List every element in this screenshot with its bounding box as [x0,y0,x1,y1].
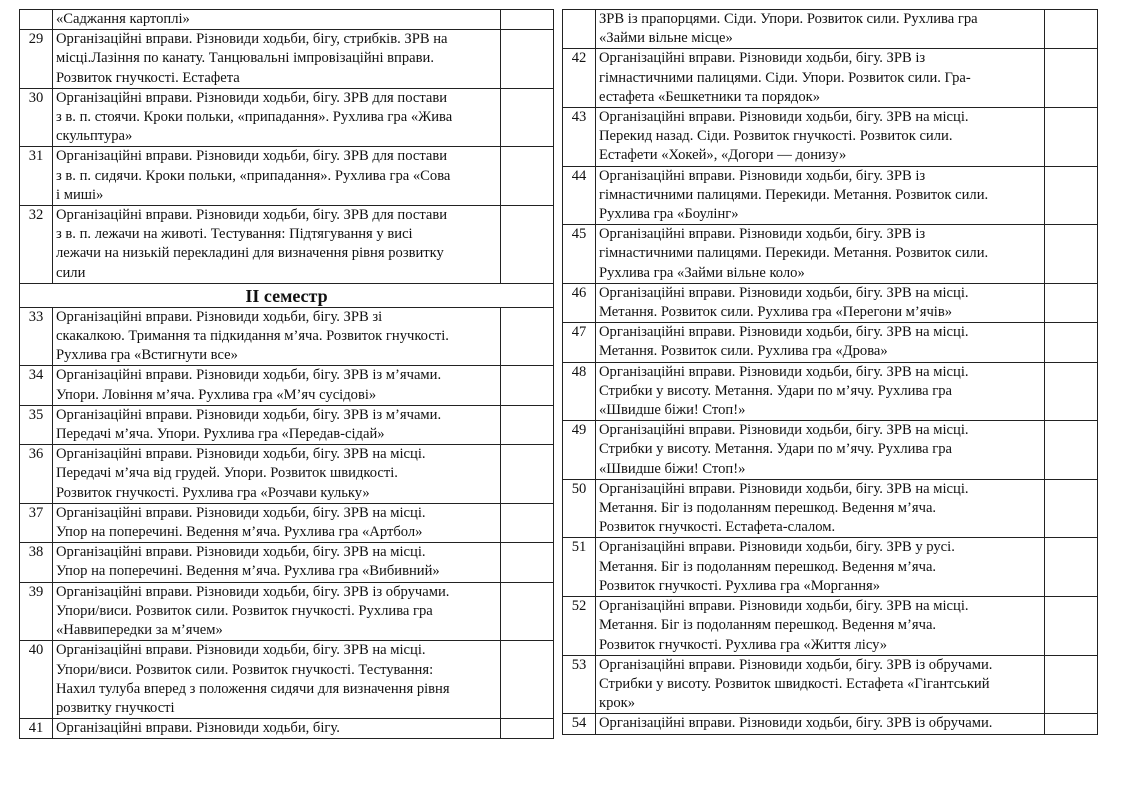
lesson-content: Організаційні вправи. Різновиди ходьби, бігу. ЗРВ для постави з в. п. лежачи на животі. Тестування: Підтягування у висі лежачи на низькій перекладині для визначення рівня розвитку сили [53,206,501,284]
note-cell [501,582,554,641]
note-cell [1045,10,1098,49]
note-cell [501,641,554,719]
table-row [20,405,554,444]
lesson-content: Організаційні вправи. Різновиди ходьби, бігу. ЗРВ із гімнастичними палицями. Сіди. Упори. Розвиток сили. Гра- естафета «Бешкетники та порядок» [596,49,1045,108]
lesson-number: 36 [20,445,53,504]
semester-heading-row [20,283,554,307]
lesson-plan-table-left-body [20,10,554,739]
lesson-content: Організаційні вправи. Різновиди ходьби, бігу. [53,719,501,739]
table-row [563,421,1098,480]
table-row [563,597,1098,656]
note-cell [501,503,554,542]
table-row [563,49,1098,108]
table-row [563,225,1098,284]
lesson-number: 35 [20,405,53,444]
note-cell [1045,714,1098,734]
lesson-number: 34 [20,366,53,405]
lesson-number [20,10,53,30]
lesson-number: 48 [563,362,596,421]
lesson-content: Організаційні вправи. Різновиди ходьби, бігу. ЗРВ на місці. Метання. Біг із подоланням перешкод. Ведення м’яча. Розвиток гнучкості. Естафета-слалом. [596,479,1045,538]
lesson-number [563,10,596,49]
lesson-content: Організаційні вправи. Різновиди ходьби, бігу. ЗРВ із м’ячами. Упори. Ловіння м’яча. Рухлива гра «М’яч сусідові» [53,366,501,405]
lesson-content: Організаційні вправи. Різновиди ходьби, бігу. ЗРВ зі скакалкою. Тримання та підкидання м’яча. Розвиток гнучкості. Рухлива гра «Встигнути все» [53,307,501,366]
lesson-number: 45 [563,225,596,284]
table-row [20,30,554,89]
table-row [20,366,554,405]
lesson-content: Організаційні вправи. Різновиди ходьби, бігу. ЗРВ на місці. Метання. Розвиток сили. Рухлива гра «Перегони м’ячів» [596,283,1045,322]
lesson-number: 51 [563,538,596,597]
lesson-number: 31 [20,147,53,206]
table-row [20,445,554,504]
lesson-content: Організаційні вправи. Різновиди ходьби, бігу. ЗРВ із обручами. [596,714,1045,734]
note-cell [1045,421,1098,480]
note-cell [501,206,554,284]
table-row [20,147,554,206]
lesson-content: Організаційні вправи. Різновиди ходьби, бігу. ЗРВ із гімнастичними палицями. Перекиди. Метання. Розвиток сили. Рухлива гра «Займи вільне коло» [596,225,1045,284]
note-cell [1045,283,1098,322]
lesson-content: ЗРВ із прапорцями. Сіди. Упори. Розвиток сили. Рухлива гра «Займи вільне місце» [596,10,1045,49]
lesson-plan-table-right [562,9,1098,735]
lesson-number: 39 [20,582,53,641]
lesson-content: Організаційні вправи. Різновиди ходьби, бігу. ЗРВ із м’ячами. Передачі м’яча. Упори. Рухлива гра «Передав-сідай» [53,405,501,444]
note-cell [501,147,554,206]
note-cell [501,543,554,582]
lesson-content: Організаційні вправи. Різновиди ходьби, бігу. ЗРВ на місці. Метання. Біг із подоланням перешкод. Ведення м’яча. Розвиток гнучкості. Рухлива гра «Життя лісу» [596,597,1045,656]
table-row [563,714,1098,734]
table-row [563,283,1098,322]
note-cell [1045,108,1098,167]
lesson-content: Організаційні вправи. Різновиди ходьби, бігу. ЗРВ із обручами. Упори/виси. Розвиток сили. Розвиток гнучкості. Рухлива гра «Наввипередки за м’ячем» [53,582,501,641]
note-cell [1045,49,1098,108]
lesson-number: 30 [20,88,53,147]
note-cell [1045,597,1098,656]
lesson-number: 49 [563,421,596,480]
table-row [563,108,1098,167]
lesson-content: Організаційні вправи. Різновиди ходьби, бігу. ЗРВ із гімнастичними палицями. Перекиди. Метання. Розвиток сили. Рухлива гра «Боулінг» [596,166,1045,225]
note-cell [1045,166,1098,225]
lesson-content: «Саджання картоплі» [53,10,501,30]
lesson-content: Організаційні вправи. Різновиди ходьби, бігу. ЗРВ на місці. Упор на поперечині. Ведення м’яча. Рухлива гра «Артбол» [53,503,501,542]
lesson-content: Організаційні вправи. Різновиди ходьби, бігу. ЗРВ на місці. Передачі м’яча від грудей. Упори. Розвиток швидкості. Розвиток гнучкості. Рухлива гра «Розчави кульку» [53,445,501,504]
table-row [563,323,1098,362]
note-cell [1045,362,1098,421]
lesson-number: 44 [563,166,596,225]
lesson-number: 41 [20,719,53,739]
lesson-content: Організаційні вправи. Різновиди ходьби, бігу. ЗРВ на місці. Упори/виси. Розвиток сили. Розвиток гнучкості. Тестування: Нахил тулуба вперед з положення сидячи для визначення рівня розвитку гнучкості [53,641,501,719]
table-row [20,503,554,542]
note-cell [501,307,554,366]
table-row [563,362,1098,421]
semester-heading: ІІ семестр [20,283,554,307]
note-cell [501,30,554,89]
note-cell [501,88,554,147]
lesson-content: Організаційні вправи. Різновиди ходьби, бігу, стрибків. ЗРВ на місці.Лазіння по канату. Танцювальні імпровізаційні вправи. Розвиток гнучкості. Естафета [53,30,501,89]
lesson-content: Організаційні вправи. Різновиди ходьби, бігу. ЗРВ на місці. Метання. Розвиток сили. Рухлива гра «Дрова» [596,323,1045,362]
lesson-content: Організаційні вправи. Різновиди ходьби, бігу. ЗРВ на місці. Стрибки у висоту. Метання. Удари по м’ячу. Рухлива гра «Швидше біжи! Стоп!» [596,421,1045,480]
lesson-number: 33 [20,307,53,366]
lesson-number: 42 [563,49,596,108]
table-row [20,582,554,641]
lesson-number: 50 [563,479,596,538]
lesson-content: Організаційні вправи. Різновиди ходьби, бігу. ЗРВ на місці. Упор на поперечині. Ведення м’яча. Рухлива гра «Вибивний» [53,543,501,582]
note-cell [501,719,554,739]
lesson-content: Організаційні вправи. Різновиди ходьби, бігу. ЗРВ для постави з в. п. стоячи. Кроки польки, «припадання». Рухлива гра «Жива скульптура» [53,88,501,147]
note-cell [1045,538,1098,597]
table-row [20,719,554,739]
table-row [20,307,554,366]
lesson-content: Організаційні вправи. Різновиди ходьби, бігу. ЗРВ на місці. Перекид назад. Сіди. Розвиток гнучкості. Розвиток сили. Естафети «Хокей», «Догори — донизу» [596,108,1045,167]
table-row [20,10,554,30]
note-cell [501,445,554,504]
lesson-number: 47 [563,323,596,362]
lesson-number: 38 [20,543,53,582]
table-row [20,206,554,284]
table-row [563,479,1098,538]
lesson-content: Організаційні вправи. Різновиди ходьби, бігу. ЗРВ у русі. Метання. Біг із подоланням перешкод. Ведення м’яча. Розвиток гнучкості. Рухлива гра «Моргання» [596,538,1045,597]
note-cell [1045,225,1098,284]
table-row [563,538,1098,597]
lesson-number: 53 [563,655,596,714]
note-cell [1045,655,1098,714]
note-cell [1045,479,1098,538]
lesson-plan-table-right-body [563,10,1098,735]
table-row [20,641,554,719]
lesson-content: Організаційні вправи. Різновиди ходьби, бігу. ЗРВ на місці. Стрибки у висоту. Метання. Удари по м’ячу. Рухлива гра «Швидше біжи! Стоп!» [596,362,1045,421]
lesson-number: 40 [20,641,53,719]
lesson-number: 54 [563,714,596,734]
lesson-number: 32 [20,206,53,284]
lesson-content: Організаційні вправи. Різновиди ходьби, бігу. ЗРВ із обручами. Стрибки у висоту. Розвиток швидкості. Естафета «Гігантський крок» [596,655,1045,714]
lesson-number: 43 [563,108,596,167]
lesson-content: Організаційні вправи. Різновиди ходьби, бігу. ЗРВ для постави з в. п. сидячи. Кроки польки, «припадання». Рухлива гра «Сова і миші» [53,147,501,206]
note-cell [501,10,554,30]
table-row [20,88,554,147]
table-row [20,543,554,582]
lesson-number: 29 [20,30,53,89]
lesson-number: 37 [20,503,53,542]
note-cell [501,366,554,405]
note-cell [1045,323,1098,362]
lesson-plan-table-left [19,9,554,739]
lesson-number: 46 [563,283,596,322]
lesson-number: 52 [563,597,596,656]
table-row [563,166,1098,225]
table-row [563,10,1098,49]
note-cell [501,405,554,444]
table-row [563,655,1098,714]
